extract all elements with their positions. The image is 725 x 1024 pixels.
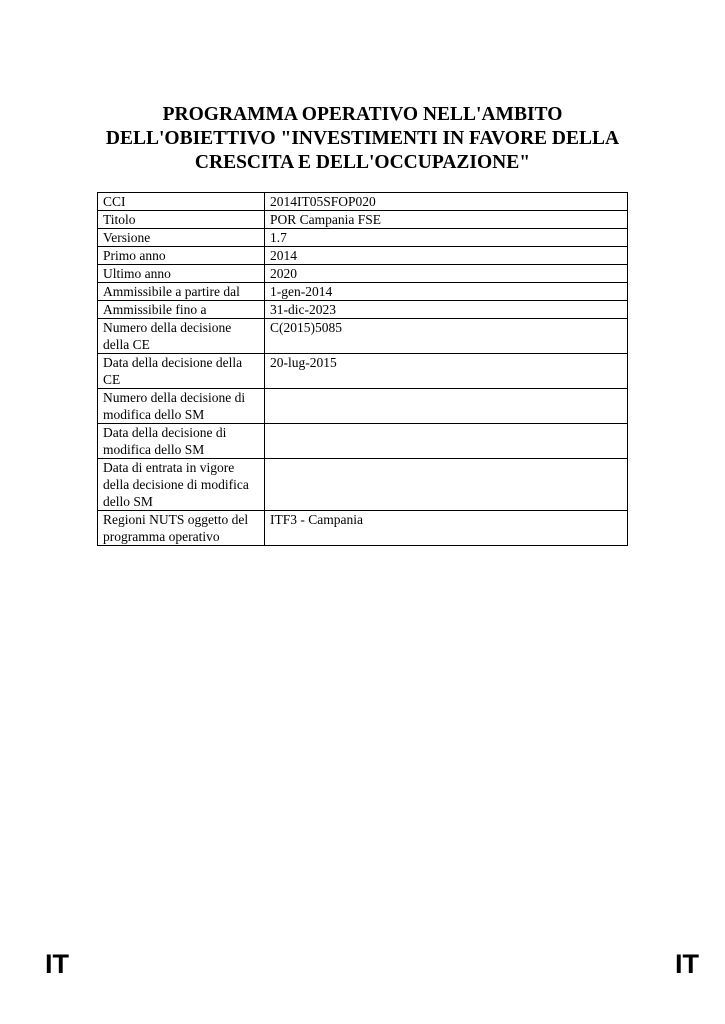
row-label: Ammissibile a partire dal — [98, 283, 265, 301]
footer-language-code-left: IT — [45, 949, 69, 979]
table-row — [98, 283, 628, 301]
row-value: POR Campania FSE — [265, 211, 628, 229]
table-row — [98, 319, 628, 354]
table-row — [98, 193, 628, 211]
row-label: Regioni NUTS oggetto del programma operativo — [98, 511, 265, 546]
row-value: 2020 — [265, 265, 628, 283]
row-label: Data della decisione della CE — [98, 354, 265, 389]
row-value: 1.7 — [265, 229, 628, 247]
row-label: Ultimo anno — [98, 265, 265, 283]
row-value: ITF3 - Campania — [265, 511, 628, 546]
document-title — [60, 103, 665, 175]
row-value — [265, 424, 628, 459]
row-label: Titolo — [98, 211, 265, 229]
row-label: Versione — [98, 229, 265, 247]
table-row — [98, 211, 628, 229]
row-label: Data di entrata in vigore della decisione di modifica dello SM — [98, 459, 265, 511]
table-row — [98, 511, 628, 546]
table-row — [98, 459, 628, 511]
row-label: Primo anno — [98, 247, 265, 265]
row-label: CCI — [98, 193, 265, 211]
title-line: DELL'OBIETTIVO "INVESTIMENTI IN FAVORE DELLA — [105, 128, 620, 149]
table-row — [98, 354, 628, 389]
row-value: 2014 — [265, 247, 628, 265]
row-value: C(2015)5085 — [265, 319, 628, 354]
table-row — [98, 424, 628, 459]
row-value — [265, 459, 628, 511]
title-line: CRESCITA E DELL'OCCUPAZIONE" — [194, 152, 531, 173]
table-row — [98, 389, 628, 424]
row-value: 2014IT05SFOP020 — [265, 193, 628, 211]
row-label: Data della decisione di modifica dello SM — [98, 424, 265, 459]
table-row — [98, 301, 628, 319]
row-value: 1-gen-2014 — [265, 283, 628, 301]
row-value: 31-dic-2023 — [265, 301, 628, 319]
table-row — [98, 247, 628, 265]
title-line: PROGRAMMA OPERATIVO NELL'AMBITO — [162, 104, 563, 125]
footer-language-code-right: IT — [675, 949, 699, 979]
row-value — [265, 389, 628, 424]
row-label: Numero della decisione della CE — [98, 319, 265, 354]
table-row — [98, 265, 628, 283]
row-value: 20-lug-2015 — [265, 354, 628, 389]
table-row — [98, 229, 628, 247]
programme-info-table — [97, 192, 628, 546]
row-label: Numero della decisione di modifica dello SM — [98, 389, 265, 424]
row-label: Ammissibile fino a — [98, 301, 265, 319]
